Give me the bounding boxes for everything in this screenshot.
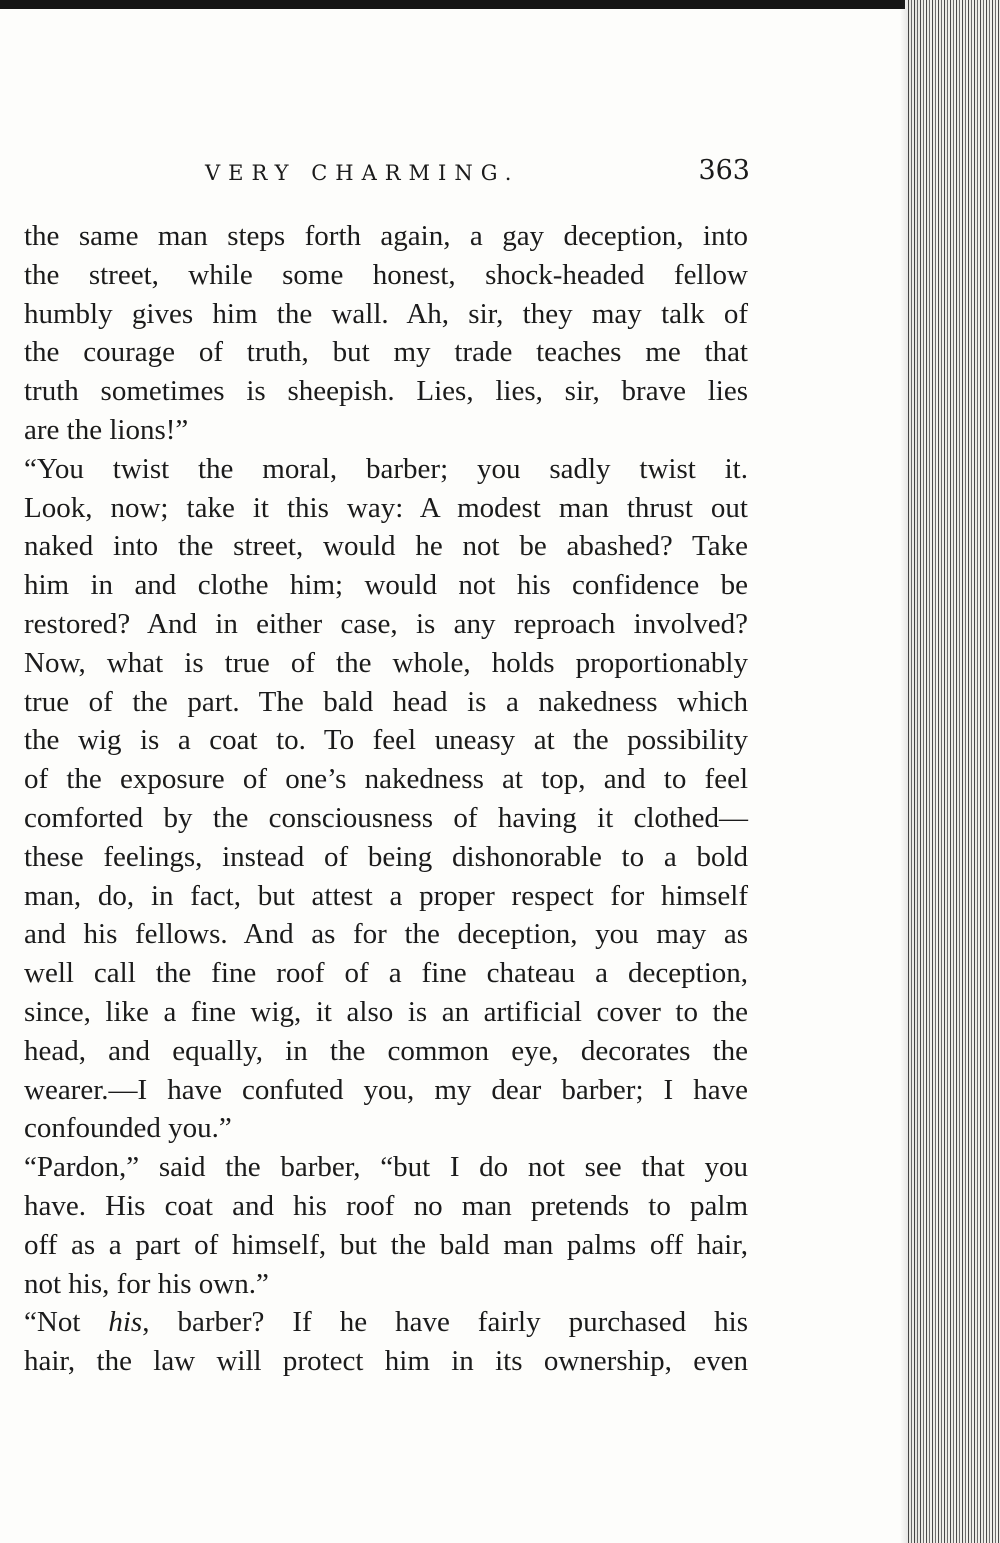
text-line: the courage of truth, but my trade teaches me that: [24, 336, 748, 369]
text-line: Look, now; take it this way: A modest man thrust out: [24, 491, 748, 524]
text-line: hair, the law will protect him in its ownership, even: [24, 1345, 748, 1378]
text-line: “Pardon,” said the barber, “but I do not see that you: [24, 1151, 748, 1184]
text-line: not his, for his own.”: [24, 1267, 269, 1300]
body-text: [24, 217, 748, 1381]
text-line: head, and equally, in the common eye, decorates the: [24, 1034, 748, 1067]
text-line: “You twist the moral, barber; you sadly twist it.: [24, 452, 748, 485]
text-line: truth sometimes is sheepish. Lies, lies, sir, brave lies: [24, 375, 748, 408]
text-line: these feelings, instead of being dishonorable to a bold: [24, 840, 748, 873]
text-line: comforted by the consciousness of having it clothed—: [24, 801, 748, 834]
text-line: of the exposure of one’s nakedness at top, and to feel: [24, 763, 748, 796]
text-line: the same man steps forth again, a gay deception, into: [24, 220, 748, 252]
text-line: the street, while some honest, shock-headed fellow: [24, 258, 748, 291]
text-line: and his fellows. And as for the deception, you may as: [24, 918, 748, 951]
text-line: naked into the street, would he not be abashed? Take: [24, 530, 748, 563]
page-number: 363: [698, 155, 750, 186]
text-line: humbly gives him the wall. Ah, sir, they may talk of: [24, 297, 748, 330]
running-head: [205, 155, 750, 189]
text-line: Now, what is true of the whole, holds proportionably: [24, 646, 748, 679]
text-line: true of the part. The bald head is a nakedness which: [24, 685, 748, 718]
text-line: have. His coat and his roof no man pretends to palm: [24, 1189, 748, 1222]
top-rule: [0, 0, 905, 9]
text-line: restored? And in either case, is any reproach involved?: [24, 607, 748, 640]
text-line: well call the fine roof of a fine chateau a deception,: [24, 957, 748, 990]
text-line: confounded you.”: [24, 1112, 232, 1145]
text-line: the wig is a coat to. To feel uneasy at the possibility: [24, 724, 748, 757]
text-line: man, do, in fact, but attest a proper respect for himself: [24, 879, 748, 912]
text-line: him in and clothe him; would not his confidence be: [24, 569, 748, 602]
page-edge: [908, 0, 1000, 1543]
text-line: since, like a fine wig, it also is an artificial cover to the: [24, 995, 748, 1028]
text-line: off as a part of himself, but the bald man palms off hair,: [24, 1228, 748, 1261]
text-line: wearer.—I have confuted you, my dear barber; I have: [24, 1073, 748, 1106]
text-line: are the lions!”: [24, 413, 189, 446]
running-title: VERY CHARMING.: [205, 161, 520, 185]
text-line: “Not his, barber? If he have fairly purchased his: [24, 1306, 749, 1339]
